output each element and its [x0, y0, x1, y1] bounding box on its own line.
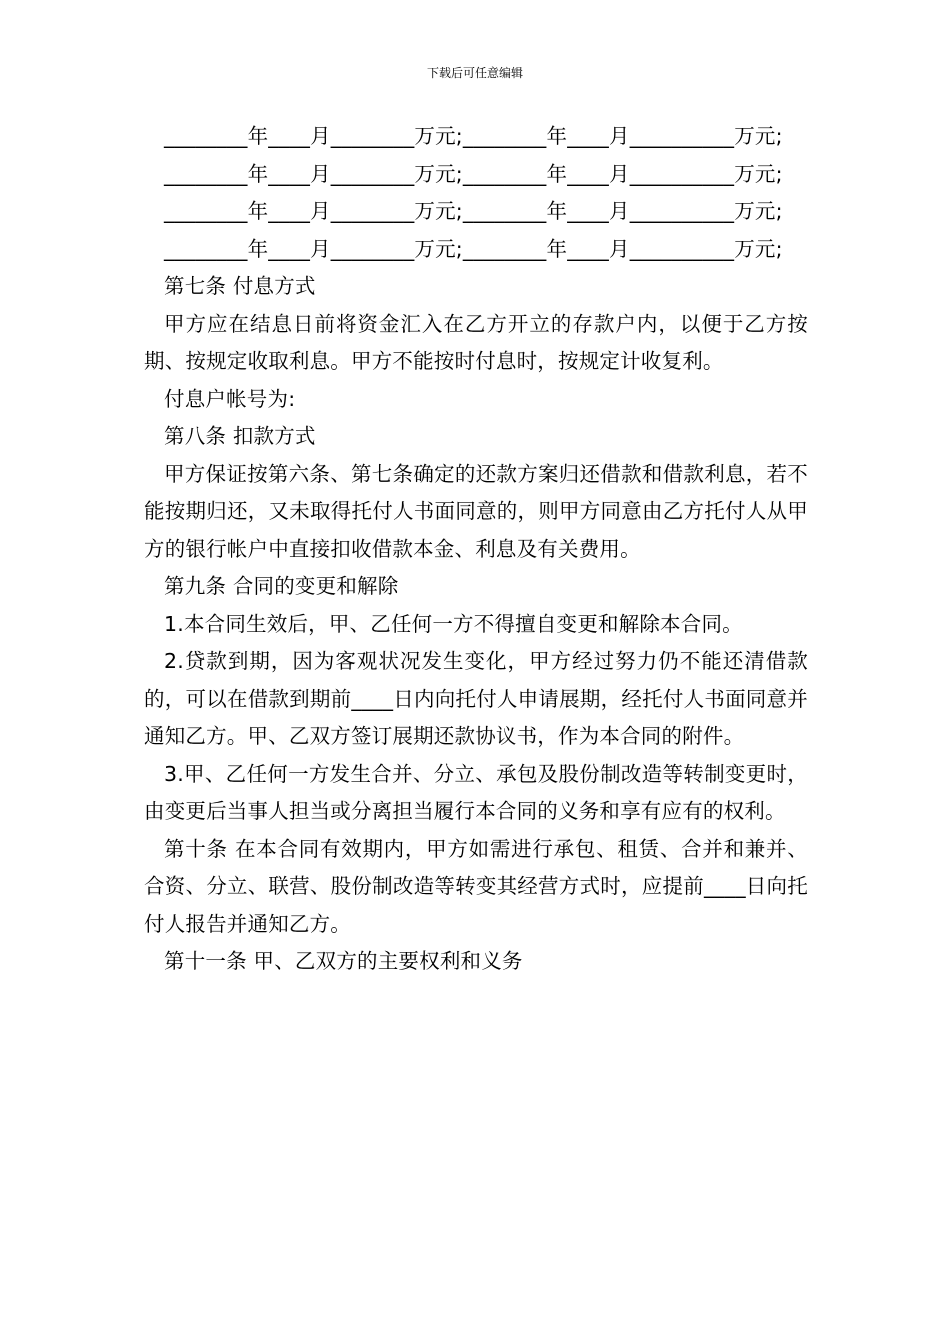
article-11-heading: 第十一条 甲、乙双方的主要权利和义务	[164, 949, 523, 973]
article-9-item-1: 1.本合同生效后，甲、乙任何一方不得擅自变更和解除本合同。	[164, 611, 743, 636]
repayment-schedule-line-4: ________年____月________万元;________年____月__________万元;	[164, 236, 783, 261]
article-7-heading: 第七条 付息方式	[164, 274, 316, 298]
repayment-schedule-line-1: ________年____月________万元;________年____月__________万元;	[164, 124, 783, 148]
repayment-schedule-line-3: ________年____月________万元;________年____月__________万元;	[164, 199, 783, 223]
page-header: 下载后可任意编辑	[426, 66, 523, 80]
interest-account-line: 付息户帐号为:	[164, 386, 296, 411]
repayment-schedule-line-2: ________年____月________万元;________年____月__________万元;	[164, 161, 783, 186]
article-9-item-3: 3.甲、乙任何一方发生合并、分立、承包及股份制改造等转制变更时，由变更后当事人担当或分离担当履行本合同的义务和享有应有的权利。	[144, 761, 808, 823]
article-7-text: 甲方应在结息日前将资金汇入在乙方开立的存款户内，以便于乙方按期、按规定收取利息。甲方不能按时付息时，按规定计收复利。	[144, 311, 808, 373]
article-9-heading: 第九条 合同的变更和解除	[164, 574, 399, 598]
document-body	[144, 118, 808, 981]
article-10-text: 第十条 在本合同有效期内，甲方如需进行承包、租赁、合并和兼并、合资、分立、联营、股份制改造等转变其经营方式时，应提前____日向托付人报告并通知乙方。	[144, 836, 808, 936]
article-8-heading: 第八条 扣款方式	[164, 424, 316, 448]
article-9-item-2: 2.贷款到期，因为客观状况发生变化，甲方经过努力仍不能还清借款的，可以在借款到期前____日内向托付人申请展期，经托付人书面同意并通知乙方。甲、乙双方签订展期还款协议书，作为本合同的附件。	[144, 649, 808, 748]
article-8-text: 甲方保证按第六条、第七条确定的还款方案归还借款和借款利息，若不能按期归还，又未取得托付人书面同意的，则甲方同意由乙方托付人从甲方的银行帐户中直接扣收借款本金、利息及有关费用。	[144, 461, 808, 561]
